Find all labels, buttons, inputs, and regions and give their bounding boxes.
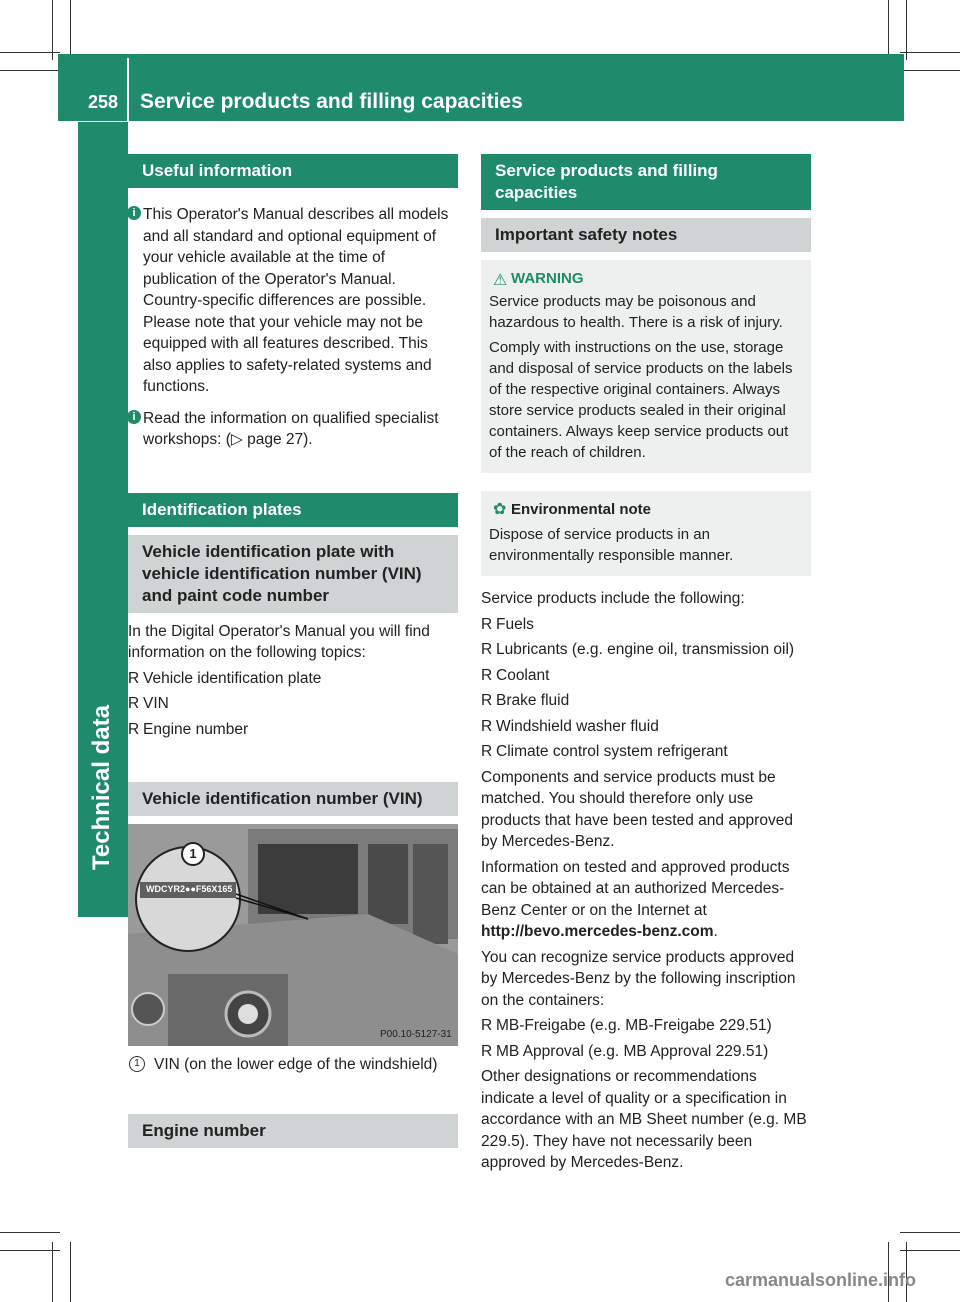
vehicle-photo: [128, 824, 458, 1046]
list-item: R Engine number: [128, 720, 249, 738]
service-products-intro: Service products include the following:: [481, 590, 745, 607]
info-note: [128, 204, 458, 398]
url-link[interactable]: http://bevo.mercedes-benz.com: [481, 923, 714, 940]
safety-notes-heading: Important safety notes: [481, 218, 811, 252]
warning-icon: ⚠: [493, 272, 508, 289]
info-note: [128, 408, 458, 451]
crop-mark: [888, 0, 889, 60]
vehicle-illustration: [128, 824, 458, 1046]
list-item: R Brake fluid: [481, 692, 570, 709]
crop-mark: [0, 70, 60, 71]
warning-text: Comply with instructions on the use, storage and disposal of service products on the labels of the respective original containers. Always store service products sealed in their original containers. Always keep service products out of the reach of children.: [489, 339, 793, 461]
list-item: R Coolant: [481, 666, 550, 684]
header-separator: [127, 58, 129, 121]
environment-title: Environmental note: [511, 501, 652, 518]
crop-mark: [900, 52, 960, 53]
info-icon: i: [127, 206, 141, 220]
crop-mark: [70, 1242, 71, 1302]
crop-mark: [52, 0, 53, 60]
paragraph: Components and service products must be matched. You should therefore only use products that have been tested and approved by Mercedes-Benz.: [481, 768, 793, 850]
environment-box: [481, 491, 811, 576]
list-item: R Fuels: [481, 615, 534, 633]
crop-mark: [900, 70, 960, 71]
service-products-heading: Service products and filling capacities: [481, 154, 811, 210]
side-tab-label-wrap: [78, 640, 128, 870]
crop-mark: [0, 52, 60, 53]
paragraph: Other designations or recommendations indicate a level of quality or a specification in accordance with an MB Sheet number (e.g. MB 229.5). They have not necessarily been approved by Mercedes-Benz.: [481, 1068, 807, 1171]
paragraph: Information on tested and approved products can be obtained at an authorized Mercedes-Benz Center or on the Internet at http://bevo.mercedes-benz.com.: [481, 858, 790, 940]
list-item: R MB-Freigabe (e.g. MB-Freigabe 229.51): [481, 1017, 772, 1034]
crop-mark: [900, 1250, 960, 1251]
crop-mark: [0, 1250, 60, 1251]
identification-plates-heading: Identification plates: [128, 493, 458, 527]
page-title: Service products and filling capacities: [140, 90, 523, 113]
crop-mark: [0, 1232, 60, 1233]
list-item: R MB Approval (e.g. MB Approval 229.51): [481, 1042, 769, 1060]
crop-mark: [70, 0, 71, 60]
engine-number-heading: Engine number: [128, 1114, 458, 1148]
list-item: R Climate control system refrigerant: [481, 743, 728, 760]
info-icon: i: [127, 410, 141, 424]
callout-number: 1: [129, 1056, 145, 1072]
side-tab-label: Technical data: [88, 705, 115, 870]
environment-icon: ✿: [493, 501, 507, 518]
list-item: R VIN: [128, 695, 169, 712]
legend-text: VIN (on the lower edge of the windshield): [154, 1056, 438, 1073]
warning-text: Service products may be poisonous and hazardous to health. There is a risk of injury.: [489, 293, 783, 331]
warning-box: [481, 260, 811, 473]
service-products-list: [481, 614, 811, 763]
left-column: [128, 154, 458, 1148]
list-item: R Lubricants (e.g. engine oil, transmission oil): [481, 641, 795, 658]
environment-text: Dispose of service products in an environmentally responsible manner.: [489, 526, 734, 564]
idplates-list: [128, 668, 458, 741]
list-item: R Windshield washer fluid: [481, 717, 659, 735]
photo-legend: [128, 1054, 458, 1076]
photo-code: P00.10-5127-31: [380, 1029, 452, 1040]
approval-list: [481, 1015, 811, 1062]
vin-plate-text: WDCYR2●●F56X165: [146, 884, 233, 894]
page-number: 258: [88, 92, 119, 112]
info-text: Read the information on qualified specialist workshops: (▷ page 27).: [143, 409, 439, 448]
crop-mark: [906, 0, 907, 60]
useful-information-heading: Useful information: [128, 154, 458, 188]
right-column: [481, 154, 811, 1174]
info-text: This Operator's Manual describes all models and all standard and optional equipment of your vehicle available at the time of publication of the Operator's Manual. Country-specific differences are possible. Please note that your vehicle may not be equipped with all features described. This also applies to safety-related systems and functions.: [143, 206, 449, 395]
crop-mark: [52, 1242, 53, 1302]
idplates-intro: In the Digital Operator's Manual you will find information on the following topics:: [128, 622, 430, 661]
warning-title: WARNING: [511, 270, 584, 287]
vin-heading: Vehicle identification number (VIN): [128, 782, 458, 816]
callout-number: 1: [181, 842, 205, 866]
list-item: R Vehicle identification plate: [128, 669, 322, 687]
watermark: carmanualsonline.info: [725, 1270, 917, 1290]
crop-mark: [900, 1232, 960, 1233]
vin-plate-subheading: Vehicle identification plate with vehicle identification number (VIN) and paint code number: [128, 535, 458, 613]
paragraph: You can recognize service products approved by Mercedes-Benz by the following inscription on the containers:: [481, 948, 796, 1009]
